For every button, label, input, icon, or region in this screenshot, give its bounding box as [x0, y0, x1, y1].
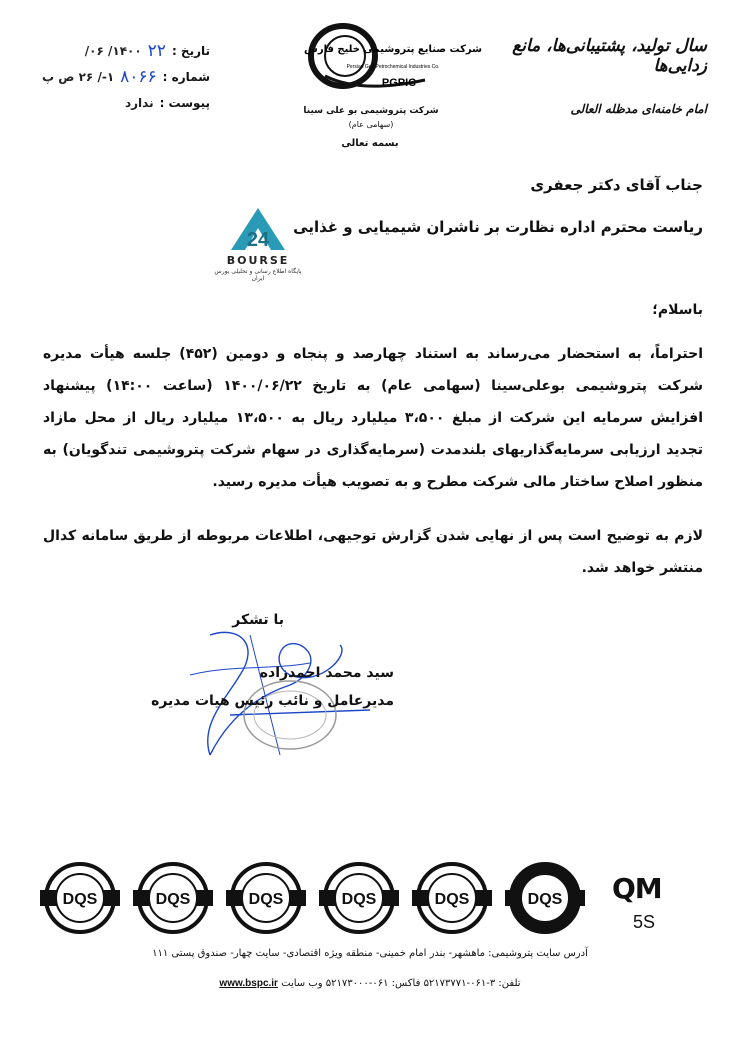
date-day: ۲۲: [147, 41, 166, 61]
attachment-label: پیوست :: [159, 96, 210, 110]
dqs-cert-icon: [412, 864, 492, 932]
date-row: [40, 38, 210, 64]
footer-address: آدرس سایت پتروشیمی: ماهشهر- بندر امام خمینی- منطقه ویژه اقتصادی- سایت چهار- صندوق پستی ۱۱۱: [152, 948, 588, 959]
dqs-cert-label: DQS: [248, 891, 284, 908]
dqs-cert-icon: [319, 864, 399, 932]
dqs-cert-label: DQS: [62, 891, 98, 908]
dqs-cert-label: DQS: [434, 891, 470, 908]
basmala: بسمه تعالی: [341, 138, 399, 149]
body-paragraph-2: لازم به توضیح است پس از نهایی شدن گزارش توجیهی، اطلاعات مربوطه از طریق سامانه کدال منتشر خواهد شد.: [43, 528, 703, 576]
date-label: تاریخ :: [171, 44, 210, 58]
dqs-cert-label: DQS: [527, 891, 563, 908]
bourse-subtitle: پایگاه اطلاع رسانی و تحلیلی بورس ایران: [214, 268, 302, 282]
bourse-mark-icon: [223, 206, 293, 252]
dqs-cert-label: DQS: [155, 891, 191, 908]
website-link[interactable]: www.bspc.ir: [219, 978, 278, 989]
dqs-cert-label: DQS: [341, 891, 377, 908]
attachment-row: [40, 90, 210, 116]
signer-title: مدیرعامل و نائب رئیس هیات مدیره: [151, 693, 394, 709]
slogan-text: سال تولید، پشتیبانی‌ها، مانع زدایی‌ها: [512, 36, 707, 76]
footer-contact: [190, 978, 550, 989]
bourse-word: BOURSE: [226, 254, 290, 267]
greeting: باسلام؛: [652, 302, 703, 318]
date-value: ۱۴۰۰/ ۰۶/: [84, 44, 142, 58]
dqs-cert-icon: [226, 864, 306, 932]
pgpic-logo-icon: [301, 22, 482, 94]
signer-name: سید محمد احمدزاده: [259, 665, 394, 681]
body-paragraph-1: احتراماً، به استحضار می‌رساند به استناد چهارصد و پنجاه و دومین (۴۵۲) جلسه هیأت مدیره شرکت پتروشیمی بوعلی‌سینا (سهامی عام) به تاریخ ۱۴۰۰/۰۶/۲۲ (ساعت ۱۴:۰۰) پیشنهاد افزایش سرمایه این شرکت از مبلغ ۳،۵۰۰ میلیارد ریال به ۱۳،۵۰۰ میلیارد ریال از محل مازاد تجدید ارزیابی سرمایه‌گذاریهای بلندمدت (سرمایه‌گذاری در سهام شرکت پتروشیمی تندگویان) به منظور اصلاح ساختار مالی شرکت مطرح و به تصویب هیأت مدیره رسید.: [43, 346, 704, 490]
five-s-label: 5S: [633, 912, 656, 932]
company-en: Persian Gulf Petrochemical Industries Co.: [346, 64, 440, 70]
footer-phone-fax: تلفن: ۳-۰۶۱-۵۲۱۷۳۷۷۱ فاکس: ۰۶۱-۵۲۱۷۳۰۰۰ وب سایت: [281, 978, 521, 989]
bourse-logo: [210, 206, 306, 282]
slogan-attribution: امام خامنه‌ای مدظله العالی: [570, 102, 707, 116]
dqs-cert-icon: [505, 864, 585, 932]
subsidiary-name: شرکت پتروشیمی بو علی سینا: [303, 106, 439, 116]
dqs-cert-icon: [40, 864, 120, 932]
addressee-position: ریاست محترم اداره نظارت بر ناشران شیمیایی و غذایی: [293, 218, 703, 236]
addressee-name: جناب آقای دکتر جعفری: [530, 176, 703, 194]
number-row: [40, 64, 210, 90]
number-label: شماره :: [162, 70, 210, 84]
attachment-value: ندارد: [124, 96, 154, 110]
subsidiary-type: (سهامی عام): [348, 120, 394, 129]
certification-logos: [40, 858, 700, 938]
company-stamp-icon: [240, 675, 340, 755]
number-value: ۱-/ ۲۶ ص پ: [42, 70, 115, 84]
closing-thanks: با تشکر: [232, 612, 284, 628]
company-logo: [300, 22, 482, 129]
year-slogan: [467, 36, 707, 116]
number-hand: ۸۰۶۶: [120, 67, 157, 87]
dqs-cert-icon: [133, 864, 213, 932]
company-abbr: PGPIC: [381, 77, 417, 89]
company-name: شرکت صنایع پتروشیمی خلیج فارس: [304, 44, 482, 55]
svg-text:24: 24: [246, 229, 270, 251]
qm-logo: QM: [612, 872, 662, 905]
letter-meta: [40, 38, 210, 116]
